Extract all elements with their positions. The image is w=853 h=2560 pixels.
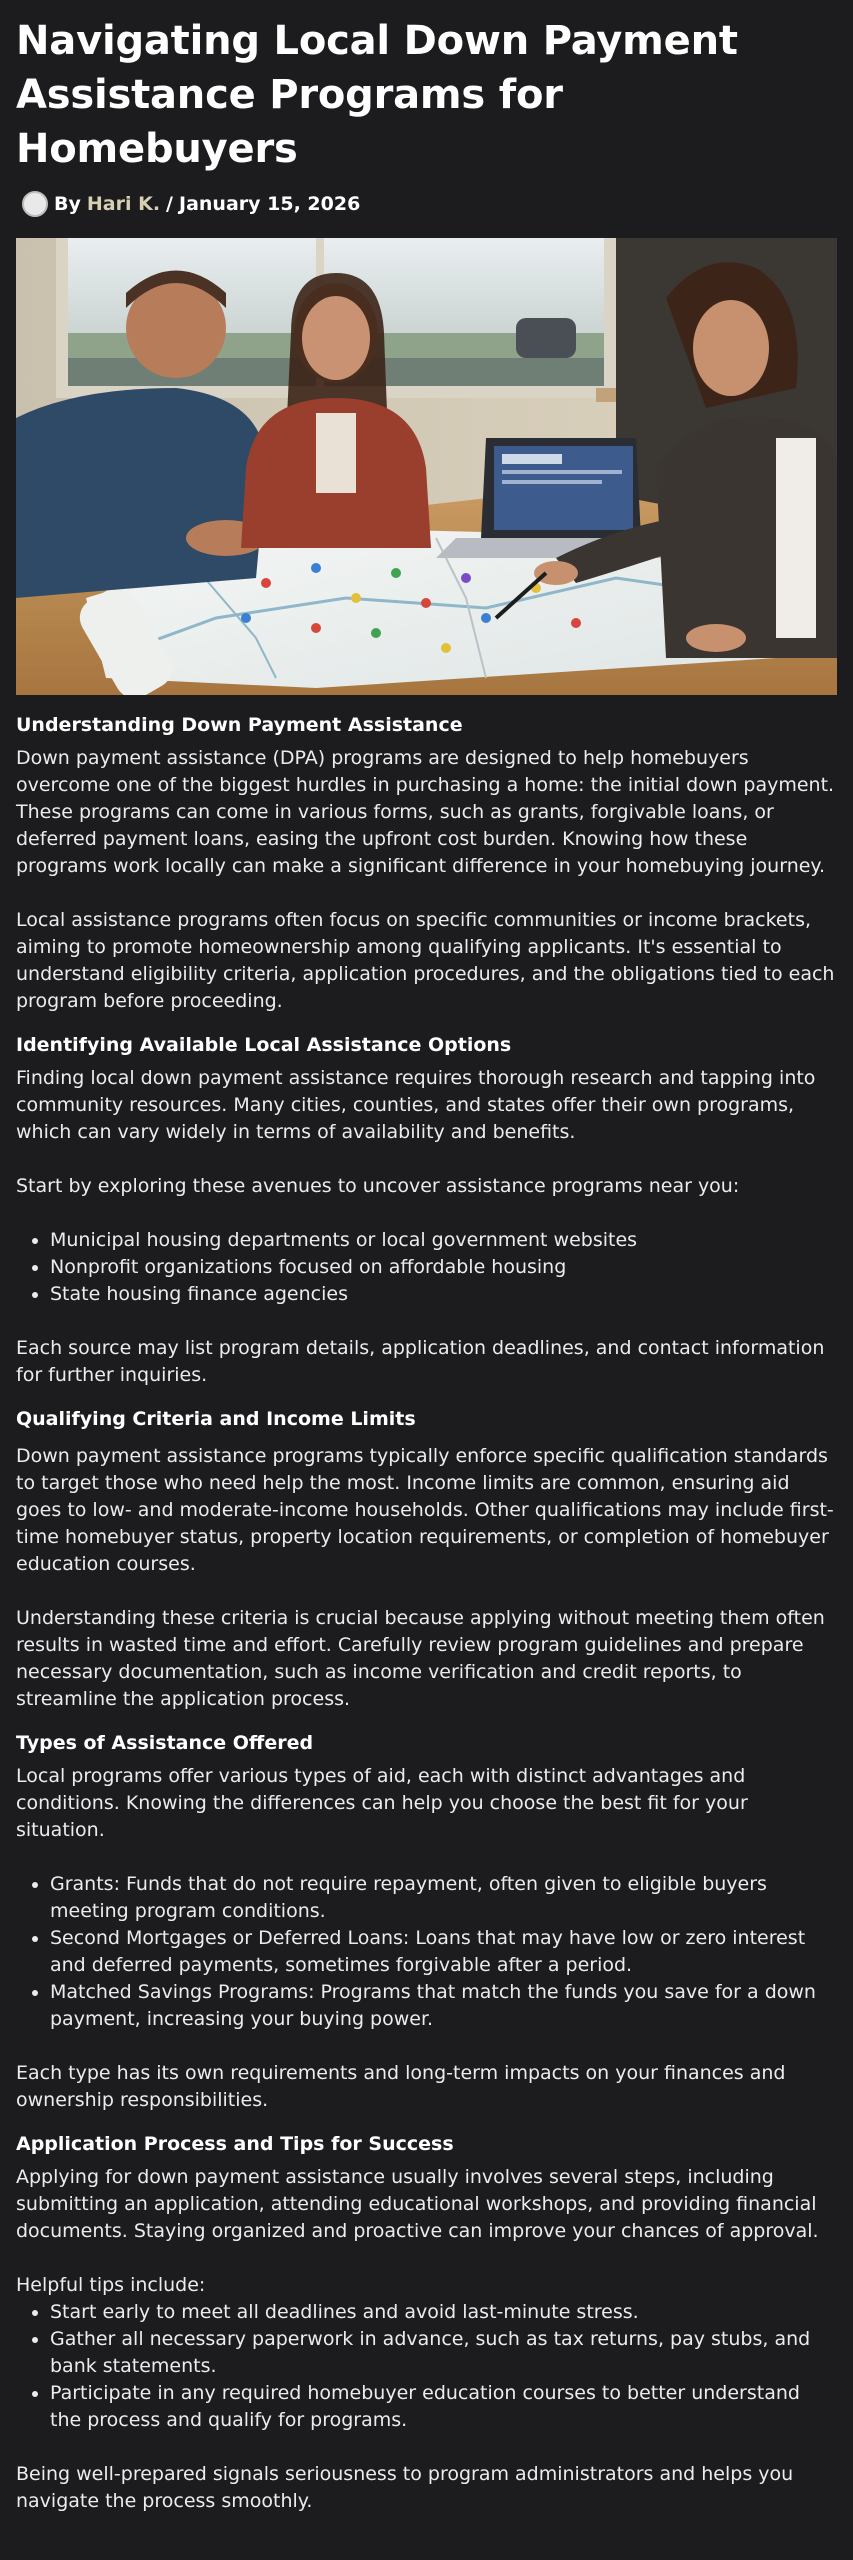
list-item: • Start early to meet all deadlines and avoid last-minute stress. bbox=[50, 2299, 837, 2326]
article-title: Navigating Local Down Payment Assistance Programs for Homebuyers bbox=[16, 18, 738, 172]
assistance-types-list bbox=[16, 1871, 837, 2033]
article-body bbox=[16, 711, 837, 2515]
section-heading-types: Types of Assistance Offered bbox=[16, 1732, 314, 1754]
hero-image bbox=[16, 238, 837, 695]
paragraph: Local programs offer various types of aid, each with distinct advantages and conditions. Knowing the differences can help you choose the best fit for your situation. bbox=[16, 1765, 748, 1841]
byline-prefix: By bbox=[54, 193, 81, 215]
resource-list bbox=[16, 1227, 837, 1308]
list-item: • Gather all necessary paperwork in advance, such as tax returns, pay stubs, and bank statements. bbox=[50, 2326, 837, 2380]
paragraph: Being well-prepared signals seriousness to program administrators and helps you navigate the process smoothly. bbox=[16, 2463, 794, 2512]
paragraph: Down payment assistance programs typically enforce specific qualification standards to target those who need help the most. Income limits are common, ensuring aid goes to low- and moderate-income households. Other qualifications may include first-time homebuyer status, property location requirements, or completion of homebuyer education courses. bbox=[16, 1445, 834, 1575]
byline-separator: / bbox=[166, 193, 173, 215]
paragraph: Helpful tips include: bbox=[16, 2274, 206, 2296]
list-item: • Participate in any required homebuyer education courses to better understand the process and qualify for programs. bbox=[50, 2380, 837, 2434]
author-avatar bbox=[22, 191, 48, 217]
byline bbox=[16, 188, 837, 220]
paragraph: Finding local down payment assistance requires thorough research and tapping into community resources. Many cities, counties, and states offer their own programs, which can vary widely in terms of availability and benefits. bbox=[16, 1067, 816, 1143]
list-item: • Grants: Funds that do not require repayment, often given to eligible buyers meeting program conditions. bbox=[50, 1871, 837, 1925]
section-heading-qualifying: Qualifying Criteria and Income Limits bbox=[16, 1408, 416, 1430]
list-item: • Nonprofit organizations focused on affordable housing bbox=[50, 1254, 837, 1281]
paragraph: Understanding these criteria is crucial because applying without meeting them often results in wasted time and effort. Carefully review program guidelines and prepare necessary documentation, such as income verification and credit reports, to streamline the application process. bbox=[16, 1607, 825, 1710]
list-item: • Matched Savings Programs: Programs that match the funds you save for a down payment, increasing your buying power. bbox=[50, 1979, 837, 2033]
tips-list bbox=[16, 2299, 837, 2434]
author-name[interactable]: Hari K. bbox=[86, 193, 161, 215]
list-item: • State housing finance agencies bbox=[50, 1281, 837, 1308]
list-item: • Second Mortgages or Deferred Loans: Loans that may have low or zero interest and deferred payments, sometimes forgivable after a period. bbox=[50, 1925, 837, 1979]
paragraph: Applying for down payment assistance usually involves several steps, including submitting an application, attending educational workshops, and providing financial documents. Staying organized and proactive can improve your chances of approval. bbox=[16, 2166, 819, 2242]
list-item: • Municipal housing departments or local government websites bbox=[50, 1227, 837, 1254]
paragraph: Each source may list program details, application deadlines, and contact information for further inquiries. bbox=[16, 1337, 825, 1386]
section-heading-application: Application Process and Tips for Success bbox=[16, 2133, 454, 2155]
paragraph: Each type has its own requirements and long-term impacts on your finances and ownership responsibilities. bbox=[16, 2062, 786, 2111]
paragraph: Start by exploring these avenues to uncover assistance programs near you: bbox=[16, 1175, 740, 1197]
section-heading-understanding: Understanding Down Payment Assistance bbox=[16, 714, 463, 736]
paragraph: Local assistance programs often focus on specific communities or income brackets, aiming to promote homeownership among qualifying applicants. It's essential to understand eligibility criteria, application procedures, and the obligations tied to each program before proceeding. bbox=[16, 909, 835, 1012]
paragraph: Down payment assistance (DPA) programs are designed to help homebuyers overcome one of the biggest hurdles in purchasing a home: the initial down payment. These programs can come in various forms, such as grants, forgivable loans, or deferred payment loans, easing the upfront cost burden. Knowing how these programs work locally can make a significant difference in your homebuying journey. bbox=[16, 747, 835, 877]
publish-date: January 15, 2026 bbox=[179, 193, 361, 215]
section-heading-identifying: Identifying Available Local Assistance Options bbox=[16, 1034, 512, 1056]
